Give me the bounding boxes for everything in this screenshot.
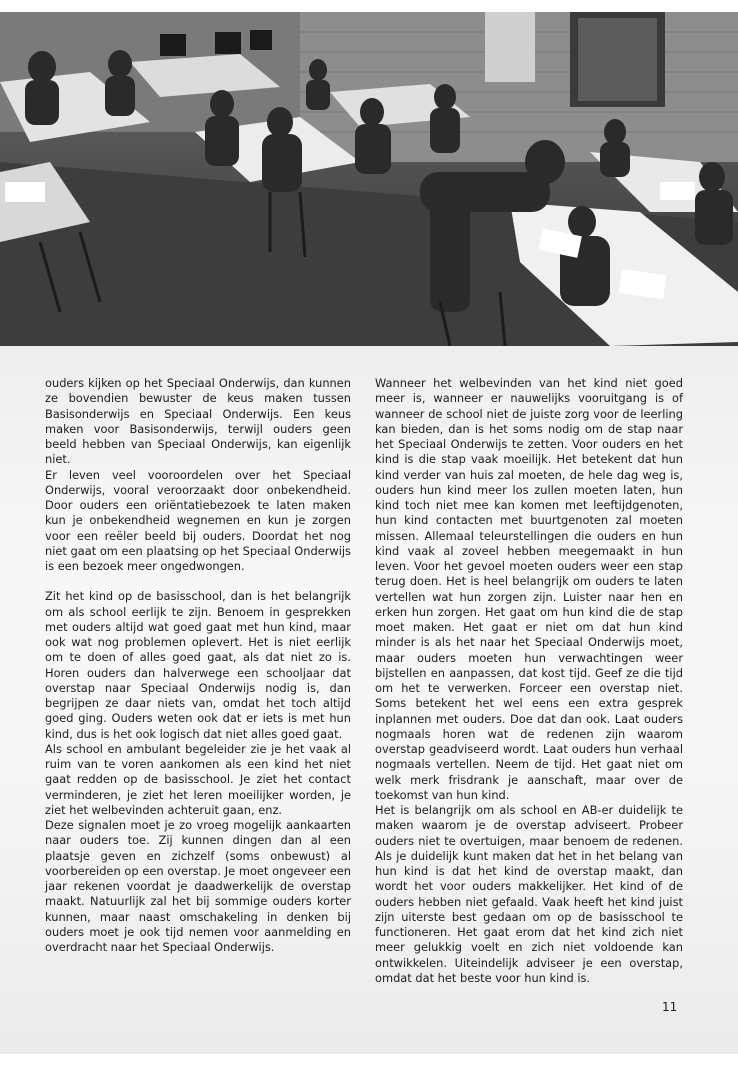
magazine-page <box>0 12 738 1054</box>
right-text-column <box>375 376 683 986</box>
paragraph: ouders kijken op het Speciaal Onderwijs, dan kunnen ze bovendien bewuster de keus maken tussen Basisonderwijs en Speciaal Onderwijs. Een keus maken voor Basisonderwijs, terwijl ouders geen beeld hebben van Speciaal Onderwijs, kan eigenlijk niet. <box>45 376 351 467</box>
classroom-photo-illustration <box>0 12 738 346</box>
paragraph: Zit het kind op de basisschool, dan is het belangrijk om als school eerlijk te zijn. Benoem in gesprekken met ouders altijd wat goed gaat met hun kind, maar ook wat nog problemen oplevert. Het is niet eerlijk om te doen of alles goed gaat, als dat niet zo is. Horen ouders dan halverwege een schooljaar dat overstap naar Speciaal Onderwijs nodig is, dan begrijpen ze daar niets van, omdat het toch altijd goed ging. Ouders weten ook dat er iets is met hun kind, dus is het ook logisch dat niet alles goed gaat. <box>45 589 351 741</box>
page-number: 11 <box>662 1000 678 1014</box>
paragraph: Als school en ambulant begeleider zie je het vaak al ruim van te voren aankomen als een kind het niet gaat redden op de basisschool. Je ziet het contact verminderen, je ziet het leren moeilijker worden, je ziet het welbevinden achteruit gaan, enz. <box>45 741 351 817</box>
paragraph: Wanneer het welbevinden van het kind niet goed meer is, wanneer er nauwelijks vooruitgang is of wanneer de school niet de juiste zorg voor de leerling kan bieden, dan is het soms nodig om de stap naar het Speciaal Onderwijs te zetten. Voor ouders en het kind is die stap vaak moeilijk. Het betekent dat hun kind verder van huis zal moeten, de hele dag weg is, ouders hun kind meer los zullen moeten laten, hun kind toch niet mee kan komen met leeftijdgenoten, hun kind contacten met buurtgenoten zal moeten missen. Allemaal teleurstellingen die ouders en hun kind vaak al zoveel hebben meegemaakt in hun leven. Voor het gevoel moeten ouders weer een stap terug doen. Het is heel belangrijk om ouders te laten vertellen wat hun zorgen zijn. Luister naar hen en erken hun zorgen. Het gaat om hun kind die de stap moet maken. Het gaat er niet om dat hun kind minder is als het naar het Speciaal Onderwijs moet, maar ouders moeten hun verwachtingen weer bijstellen en aanpassen, dat kost tijd. Geef ze die tijd om het te verwerken. Forceer een overstap niet. Soms betekent het wel eens een extra gesprek inplannen met ouders. Doe dat dan ook. Laat ouders nogmaals horen wat de redenen zijn waarom overstap geadviseerd wordt. Laat ouders hun verhaal nogmaals vertellen. Neem de tijd. Het gaat niet om welk merk frisdrank je aanschaft, maar over de toekomst van hun kind. <box>375 376 683 802</box>
classroom-photo <box>0 12 738 346</box>
paragraph: Het is belangrijk om als school en AB-er duidelijk te maken waarom je de overstap adviseert. Probeer ouders niet te overtuigen, maar benoem de redenen. Als je duidelijk kunt maken dat het in het belang van hun kind is dat het kind de overstap maakt, dan wordt het voor ouders makkelijker. Het kind of de ouders hebben niet gefaald. Vaak heeft het kind juist zijn uiterste best gedaan om op de basisschool te functioneren. Het gaat erom dat het kind zich niet meer gelukkig voelt en zich niet voldoende kan ontwikkelen. Uiteindelijk adviseer je een overstap, omdat dat het beste voor hun kind is. <box>375 803 683 985</box>
paragraph: Er leven veel vooroordelen over het Speciaal Onderwijs, vooral veroorzaakt door onbekendheid. Door ouders een oriëntatiebezoek te laten maken kun je onbekendheid wegnemen en kun je zorgen voor een reëler beeld bij ouders. Doordat het nog niet gaat om een plaatsing op het Speciaal Onderwijs is een bezoek meer ongedwongen. <box>45 467 351 573</box>
paragraph: Deze signalen moet je zo vroeg mogelijk aankaarten naar ouders toe. Zij kunnen dingen dan al een plaatsje geven en zichzelf (soms onbewust) al voorbereiden op een overstap. Je moet ongeveer een jaar rekenen voordat je daadwerkelijk de overstap maakt. Natuurlijk zal het bij sommige ouders korter kunnen, maar naast omschakeling in denken bij ouders moet je ook tijd nemen voor aanmelding en overdracht naar het Speciaal Onderwijs. <box>45 818 351 954</box>
left-text-column <box>45 376 351 955</box>
